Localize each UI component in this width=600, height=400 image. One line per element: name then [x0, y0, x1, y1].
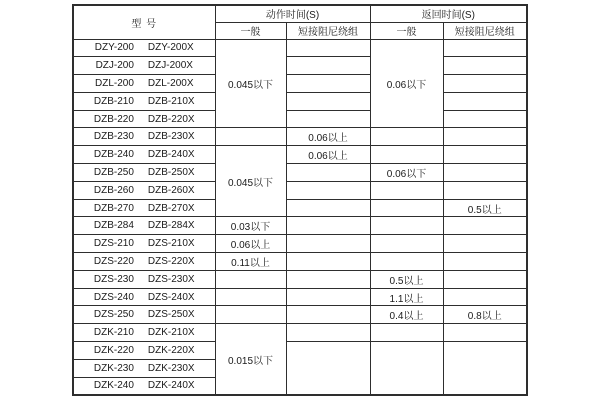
- table-row: [73, 92, 527, 110]
- model-name: DZS-220X: [147, 255, 195, 267]
- model-name: DZS-230X: [147, 273, 195, 285]
- action-damped-cell: [286, 288, 370, 306]
- model-name: DZS-240X: [147, 291, 195, 303]
- return-damped-cell: [443, 39, 527, 57]
- return-general-cell: [370, 128, 443, 146]
- model-cell: [73, 92, 215, 110]
- model-cell: [73, 377, 215, 395]
- return-general-cell: [370, 235, 443, 253]
- model-cell: [73, 235, 215, 253]
- model-name: DZB-260X: [147, 184, 195, 196]
- table-row: [73, 306, 527, 324]
- model-cell: [73, 270, 215, 288]
- model-name: DZK-220X: [147, 344, 195, 356]
- return-general-cell: 0.5以上: [370, 270, 443, 288]
- table-row: [73, 39, 527, 57]
- model-cell: [73, 359, 215, 377]
- header-action-time: 动作时间(S): [215, 5, 370, 22]
- model-name: DZB-230: [93, 131, 134, 143]
- return-general-cell: [370, 217, 443, 235]
- return-damped-cell: [443, 57, 527, 75]
- action-damped-cell: [286, 39, 370, 57]
- return-general-cell: [370, 342, 443, 395]
- model-cell: [73, 342, 215, 360]
- return-damped-cell: [443, 270, 527, 288]
- model-name: DZS-250X: [147, 309, 195, 321]
- action-damped-cell: [286, 270, 370, 288]
- action-general-cell: 0.015以下: [215, 324, 286, 395]
- action-damped-cell: [286, 181, 370, 199]
- return-damped-cell: [443, 75, 527, 93]
- table-row: [73, 324, 527, 342]
- model-cell: [73, 57, 215, 75]
- model-name: DZB-240X: [147, 149, 195, 161]
- table-body: [73, 39, 527, 395]
- table-row: [73, 75, 527, 93]
- action-general-cell: 0.045以下: [215, 146, 286, 217]
- model-name: DZK-220: [93, 344, 134, 356]
- model-name: DZL-200X: [147, 77, 194, 89]
- model-cell: [73, 164, 215, 182]
- model-cell: [73, 324, 215, 342]
- model-name: DZK-210: [93, 327, 134, 339]
- model-cell: [73, 288, 215, 306]
- header-action-damped-winding: 短接阻尼绕组: [286, 22, 370, 39]
- action-general-cell: [215, 306, 286, 324]
- model-cell: [73, 75, 215, 93]
- return-general-cell: 0.4以上: [370, 306, 443, 324]
- return-damped-cell: [443, 164, 527, 182]
- header-return-damped-winding: 短接阻尼绕组: [443, 22, 527, 39]
- model-name: DZK-240X: [147, 380, 195, 392]
- model-name: DZB-250: [93, 166, 134, 178]
- model-cell: [73, 181, 215, 199]
- return-damped-cell: [443, 128, 527, 146]
- model-name: DZB-220X: [147, 113, 195, 125]
- return-general-cell: [370, 253, 443, 271]
- model-cell: [73, 253, 215, 271]
- action-general-cell: 0.11以上: [215, 253, 286, 271]
- model-name: DZL-200: [95, 77, 134, 89]
- action-general-cell: 0.03以下: [215, 217, 286, 235]
- table-row: [73, 288, 527, 306]
- return-damped-cell: [443, 92, 527, 110]
- model-name: DZS-240: [93, 291, 134, 303]
- action-general-cell: [215, 270, 286, 288]
- return-damped-cell: 0.8以上: [443, 306, 527, 324]
- table-row: [73, 146, 527, 164]
- model-name: DZK-230X: [147, 362, 195, 374]
- relay-timing-table: [72, 4, 528, 396]
- model-name: DZB-220: [93, 113, 134, 125]
- return-damped-cell: [443, 253, 527, 271]
- action-damped-cell: [286, 306, 370, 324]
- model-name: DZB-250X: [147, 166, 195, 178]
- action-damped-cell: 0.06以上: [286, 146, 370, 164]
- return-damped-cell: [443, 235, 527, 253]
- return-general-cell: [370, 181, 443, 199]
- table-row: [73, 235, 527, 253]
- table-row: [73, 270, 527, 288]
- table-row: [73, 181, 527, 199]
- action-damped-cell: [286, 217, 370, 235]
- return-general-cell: 0.06以下: [370, 164, 443, 182]
- model-name: DZK-230: [93, 362, 134, 374]
- return-damped-cell: 0.5以上: [443, 199, 527, 217]
- action-damped-cell: [286, 253, 370, 271]
- model-name: DZS-250: [93, 309, 134, 321]
- table-row: [73, 110, 527, 128]
- model-name: DZJ-200: [95, 60, 134, 72]
- model-name: DZB-240: [93, 149, 134, 161]
- model-cell: [73, 110, 215, 128]
- action-general-cell: [215, 128, 286, 146]
- action-damped-cell: [286, 199, 370, 217]
- action-damped-cell: 0.06以上: [286, 128, 370, 146]
- model-cell: [73, 217, 215, 235]
- table-row: [73, 217, 527, 235]
- model-name: DZY-200: [94, 42, 134, 54]
- model-name: DZB-284X: [147, 220, 195, 232]
- return-damped-cell: [443, 146, 527, 164]
- model-name: DZS-220: [93, 255, 134, 267]
- header-action-general: 一般: [215, 22, 286, 39]
- action-damped-cell: [286, 164, 370, 182]
- table-row: [73, 164, 527, 182]
- action-damped-cell: [286, 342, 370, 395]
- table-row: [73, 57, 527, 75]
- action-damped-cell: [286, 235, 370, 253]
- model-name: DZS-210: [93, 238, 134, 250]
- model-name: DZJ-200X: [147, 60, 193, 72]
- model-cell: [73, 39, 215, 57]
- model-cell: [73, 128, 215, 146]
- model-name: DZB-270X: [147, 202, 195, 214]
- action-general-cell: 0.045以下: [215, 39, 286, 128]
- return-damped-cell: [443, 342, 527, 395]
- model-cell: [73, 146, 215, 164]
- action-damped-cell: [286, 110, 370, 128]
- table-row: [73, 253, 527, 271]
- action-damped-cell: [286, 92, 370, 110]
- header-return-general: 一般: [370, 22, 443, 39]
- return-general-cell: [370, 324, 443, 342]
- model-name: DZB-230X: [147, 131, 195, 143]
- action-damped-cell: [286, 57, 370, 75]
- action-damped-cell: [286, 75, 370, 93]
- return-damped-cell: [443, 217, 527, 235]
- return-general-cell: [370, 146, 443, 164]
- table-row: [73, 128, 527, 146]
- model-name: DZK-240: [93, 380, 134, 392]
- table-row: [73, 342, 527, 360]
- model-name: DZB-260: [93, 184, 134, 196]
- return-damped-cell: [443, 288, 527, 306]
- model-name: DZB-284: [93, 220, 134, 232]
- header-return-time: 返回时间(S): [370, 5, 527, 22]
- model-cell: [73, 199, 215, 217]
- model-cell: [73, 306, 215, 324]
- model-name: DZB-210: [93, 95, 134, 107]
- header-model: 型 号: [73, 5, 215, 39]
- model-name: DZK-210X: [147, 327, 195, 339]
- return-general-cell: 0.06以下: [370, 39, 443, 128]
- model-name: DZS-210X: [147, 238, 195, 250]
- header-group-row: [73, 5, 527, 22]
- return-damped-cell: [443, 181, 527, 199]
- model-name: DZY-200X: [147, 42, 194, 54]
- table-row: [73, 199, 527, 217]
- return-damped-cell: [443, 110, 527, 128]
- action-damped-cell: [286, 324, 370, 342]
- model-name: DZS-230: [93, 273, 134, 285]
- action-general-cell: 0.06以上: [215, 235, 286, 253]
- table-header: [73, 5, 527, 39]
- model-name: DZB-210X: [147, 95, 195, 107]
- return-general-cell: [370, 199, 443, 217]
- model-name: DZB-270: [93, 202, 134, 214]
- return-damped-cell: [443, 324, 527, 342]
- return-general-cell: 1.1以上: [370, 288, 443, 306]
- action-general-cell: [215, 288, 286, 306]
